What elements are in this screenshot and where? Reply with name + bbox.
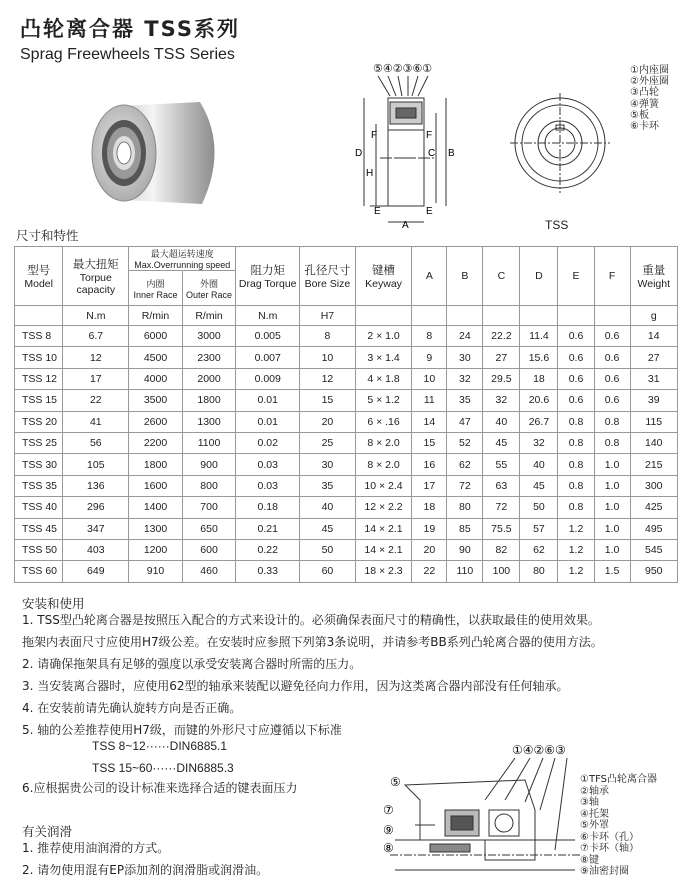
value-cell: 32 <box>520 432 558 453</box>
value-cell: 20 <box>300 411 356 432</box>
header-A: A <box>412 247 447 306</box>
value-cell: 27 <box>630 347 677 368</box>
value-cell: 1400 <box>129 497 183 518</box>
value-cell: 1800 <box>182 390 236 411</box>
value-cell: 140 <box>630 432 677 453</box>
value-cell: 3500 <box>129 390 183 411</box>
value-cell: 90 <box>447 539 483 560</box>
value-cell: 403 <box>63 539 129 560</box>
value-cell: 29.5 <box>483 368 520 389</box>
value-cell: 52 <box>447 432 483 453</box>
value-cell: 0.007 <box>236 347 300 368</box>
value-cell: 45 <box>520 475 558 496</box>
value-cell: 2 × 1.0 <box>355 326 412 347</box>
model-cell: TSS 45 <box>15 518 63 539</box>
value-cell: 26.7 <box>520 411 558 432</box>
value-cell: 75.5 <box>483 518 520 539</box>
value-cell: 649 <box>63 561 129 582</box>
assembly-legend-item: ⑦卡环（轴） <box>580 843 639 854</box>
value-cell: 10 <box>300 347 356 368</box>
unit-cell <box>594 306 630 326</box>
assembly-label-7: ⑦ <box>383 803 394 817</box>
value-cell: 11.4 <box>520 326 558 347</box>
assembly-legend-item: ⑨油密封圈 <box>580 866 629 877</box>
page-title-en: Sprag Freewheels TSS Series <box>20 46 235 63</box>
value-cell: 1.2 <box>558 518 594 539</box>
value-cell: 40 <box>300 497 356 518</box>
value-cell: 600 <box>182 539 236 560</box>
units-row <box>15 306 678 326</box>
value-cell: 0.8 <box>594 411 630 432</box>
header-overrun: 最大超运转速度 Max.Overrunning speed <box>129 247 236 271</box>
unit-cell: N.m <box>63 306 129 326</box>
value-cell: 495 <box>630 518 677 539</box>
value-cell: 22.2 <box>483 326 520 347</box>
value-cell: 105 <box>63 454 129 475</box>
value-cell: 110 <box>447 561 483 582</box>
legend-item: ⑥卡环 <box>630 121 659 133</box>
section-drawing <box>350 58 460 230</box>
header-outer: 外圈 Outer Race <box>182 271 236 306</box>
value-cell: 900 <box>182 454 236 475</box>
header-B: B <box>447 247 483 306</box>
lube-line-1: 1. 推荐使用油润滑的方式。 <box>22 841 170 855</box>
table-row <box>15 411 678 432</box>
assembly-legend <box>580 774 657 878</box>
assembly-legend-item: ③轴 <box>580 797 599 808</box>
value-cell: 0.8 <box>558 411 594 432</box>
value-cell: 14 <box>412 411 447 432</box>
assembly-legend-item: ⑤外罩 <box>580 820 609 831</box>
value-cell: 72 <box>483 497 520 518</box>
model-cell: TSS 60 <box>15 561 63 582</box>
value-cell: 115 <box>630 411 677 432</box>
value-cell: 1.0 <box>594 518 630 539</box>
value-cell: 20.6 <box>520 390 558 411</box>
value-cell: 136 <box>63 475 129 496</box>
value-cell: 30 <box>300 454 356 475</box>
install-line-6: 5. 轴的公差推荐使用H7级，而键的外形尺寸应遵循以下标准 <box>22 723 342 737</box>
value-cell: 6 × .16 <box>355 411 412 432</box>
dim-label-A: A <box>402 220 409 231</box>
product-photo <box>80 88 230 216</box>
value-cell: 0.6 <box>558 368 594 389</box>
value-cell: 8 <box>300 326 356 347</box>
table-row <box>15 539 678 560</box>
value-cell: 24 <box>447 326 483 347</box>
value-cell: 12 <box>63 347 129 368</box>
value-cell: 14 × 2.1 <box>355 518 412 539</box>
value-cell: 100 <box>483 561 520 582</box>
header-inner: 内圈 Inner Race <box>129 271 183 306</box>
legend-item: ②外座圈 <box>630 76 669 88</box>
assembly-drawing <box>385 740 585 890</box>
value-cell: 800 <box>182 475 236 496</box>
value-cell: 4500 <box>129 347 183 368</box>
install-line-1: 1. TSS型凸轮离合器是按照压入配合的方式来设计的。必须确保表面尺寸的精确性，以获取最佳的使用效果。 <box>22 613 600 627</box>
value-cell: 39 <box>630 390 677 411</box>
value-cell: 1.0 <box>594 454 630 475</box>
unit-cell <box>355 306 412 326</box>
value-cell: 9 <box>412 347 447 368</box>
assembly-label-5: ⑤ <box>390 775 401 789</box>
value-cell: 22 <box>63 390 129 411</box>
value-cell: 1.0 <box>594 539 630 560</box>
model-cell: TSS 20 <box>15 411 63 432</box>
table-row <box>15 432 678 453</box>
unit-cell <box>520 306 558 326</box>
table-row <box>15 390 678 411</box>
value-cell: 55 <box>483 454 520 475</box>
value-cell: 1.0 <box>594 497 630 518</box>
value-cell: 10 <box>412 368 447 389</box>
value-cell: 41 <box>63 411 129 432</box>
value-cell: 0.6 <box>594 390 630 411</box>
model-cell: TSS 40 <box>15 497 63 518</box>
header-weight: 重量 Weight <box>630 247 677 306</box>
unit-cell <box>558 306 594 326</box>
install-line-5: 4. 在安装前请先确认旋转方向是否正确。 <box>22 701 242 715</box>
value-cell: 40 <box>520 454 558 475</box>
value-cell: 2200 <box>129 432 183 453</box>
value-cell: 1800 <box>129 454 183 475</box>
header-bore: 孔径尺寸 Bore Size <box>300 247 356 306</box>
dim-label-F: F <box>371 130 378 141</box>
assembly-label-8: ⑧ <box>383 841 394 855</box>
value-cell: 80 <box>520 561 558 582</box>
table-row <box>15 326 678 347</box>
value-cell: 50 <box>520 497 558 518</box>
lube-title: 有关润滑 <box>22 824 73 839</box>
table-row <box>15 497 678 518</box>
table-row <box>15 475 678 496</box>
value-cell: 56 <box>63 432 129 453</box>
dim-label-F2: F <box>426 130 433 141</box>
value-cell: 18 <box>412 497 447 518</box>
dim-label-D: D <box>355 148 363 159</box>
value-cell: 17 <box>412 475 447 496</box>
value-cell: 545 <box>630 539 677 560</box>
value-cell: 15 <box>412 432 447 453</box>
value-cell: 30 <box>447 347 483 368</box>
unit-cell: R/min <box>129 306 183 326</box>
unit-cell: R/min <box>182 306 236 326</box>
value-cell: 85 <box>447 518 483 539</box>
value-cell: 15.6 <box>520 347 558 368</box>
install-line-7: 6.应根据贵公司的设计标准来选择合适的键表面压力 <box>22 781 298 795</box>
unit-cell <box>483 306 520 326</box>
value-cell: 18 <box>520 368 558 389</box>
value-cell: 1600 <box>129 475 183 496</box>
value-cell: 0.18 <box>236 497 300 518</box>
value-cell: 62 <box>520 539 558 560</box>
value-cell: 6.7 <box>63 326 129 347</box>
value-cell: 0.21 <box>236 518 300 539</box>
value-cell: 27 <box>483 347 520 368</box>
value-cell: 32 <box>483 390 520 411</box>
value-cell: 12 <box>300 368 356 389</box>
unit-cell <box>447 306 483 326</box>
install-std-2: TSS 15~60······DIN6885.3 <box>92 761 234 775</box>
model-cell: TSS 15 <box>15 390 63 411</box>
table-row <box>15 347 678 368</box>
value-cell: 2000 <box>182 368 236 389</box>
value-cell: 1.5 <box>594 561 630 582</box>
value-cell: 0.01 <box>236 411 300 432</box>
model-cell: TSS 50 <box>15 539 63 560</box>
header-C: C <box>483 247 520 306</box>
value-cell: 0.03 <box>236 475 300 496</box>
value-cell: 63 <box>483 475 520 496</box>
value-cell: 700 <box>182 497 236 518</box>
value-cell: 40 <box>483 411 520 432</box>
value-cell: 215 <box>630 454 677 475</box>
value-cell: 0.8 <box>558 497 594 518</box>
table-section-title: 尺寸和特性 <box>16 228 79 243</box>
model-cell: TSS 30 <box>15 454 63 475</box>
value-cell: 425 <box>630 497 677 518</box>
value-cell: 72 <box>447 475 483 496</box>
value-cell: 62 <box>447 454 483 475</box>
assembly-legend-item: ⑥卡环（孔） <box>580 831 639 843</box>
header-keyway: 键槽 Keyway <box>355 247 412 306</box>
value-cell: 31 <box>630 368 677 389</box>
spec-table <box>14 246 678 583</box>
value-cell: 45 <box>300 518 356 539</box>
dim-label-C: C <box>428 148 436 159</box>
value-cell: 6000 <box>129 326 183 347</box>
dim-label-B: B <box>448 148 455 159</box>
value-cell: 50 <box>300 539 356 560</box>
install-std-1: TSS 8~12······DIN6885.1 <box>92 739 228 753</box>
install-line-4: 3. 当安装离合器时，应使用62型的轴承来装配以避免径向力作用，因为这类离合器内部没有任何轴承。 <box>22 679 569 693</box>
value-cell: 18 × 2.3 <box>355 561 412 582</box>
assembly-callouts: ①④②⑥③ <box>512 743 566 757</box>
value-cell: 5 × 1.2 <box>355 390 412 411</box>
drawing-callouts: ⑤④②③⑥① <box>373 63 433 75</box>
page-title-cn: 凸轮离合器 TSS系列 <box>20 17 240 41</box>
table-row <box>15 518 678 539</box>
unit-cell <box>412 306 447 326</box>
value-cell: 45 <box>483 432 520 453</box>
value-cell: 0.6 <box>594 326 630 347</box>
value-cell: 460 <box>182 561 236 582</box>
value-cell: 8 <box>412 326 447 347</box>
model-cell: TSS 25 <box>15 432 63 453</box>
assembly-legend-item: ⑧键 <box>580 854 599 866</box>
value-cell: 0.8 <box>558 454 594 475</box>
value-cell: 1200 <box>129 539 183 560</box>
assembly-legend-item: ④托架 <box>580 808 609 820</box>
value-cell: 1100 <box>182 432 236 453</box>
table-row <box>15 454 678 475</box>
dim-label-E2: E <box>426 206 433 217</box>
value-cell: 47 <box>447 411 483 432</box>
header-model: 型号 Model <box>15 247 63 306</box>
value-cell: 57 <box>520 518 558 539</box>
header-torque: 最大扭矩 Torpue capacity <box>63 247 129 306</box>
value-cell: 17 <box>63 368 129 389</box>
value-cell: 0.009 <box>236 368 300 389</box>
value-cell: 0.22 <box>236 539 300 560</box>
value-cell: 3000 <box>182 326 236 347</box>
value-cell: 3 × 1.4 <box>355 347 412 368</box>
legend-item: ①内座圈 <box>630 65 669 76</box>
value-cell: 14 <box>630 326 677 347</box>
value-cell: 11 <box>412 390 447 411</box>
header-drag: 阻力矩 Drag Torque <box>236 247 300 306</box>
value-cell: 0.8 <box>594 432 630 453</box>
install-title: 安装和使用 <box>22 596 85 611</box>
value-cell: 8 × 2.0 <box>355 454 412 475</box>
header-D: D <box>520 247 558 306</box>
value-cell: 32 <box>447 368 483 389</box>
value-cell: 0.8 <box>558 475 594 496</box>
value-cell: 60 <box>300 561 356 582</box>
value-cell: 0.6 <box>558 347 594 368</box>
model-cell: TSS 35 <box>15 475 63 496</box>
unit-cell: H7 <box>300 306 356 326</box>
model-cell: TSS 8 <box>15 326 63 347</box>
model-cell: TSS 10 <box>15 347 63 368</box>
dim-label-H: H <box>366 168 374 179</box>
value-cell: 19 <box>412 518 447 539</box>
legend-item: ③凸轮 <box>630 87 659 99</box>
value-cell: 2300 <box>182 347 236 368</box>
unit-cell-empty <box>15 306 63 326</box>
value-cell: 1.2 <box>558 539 594 560</box>
value-cell: 0.02 <box>236 432 300 453</box>
legend-item: ⑤板 <box>630 109 649 121</box>
value-cell: 14 × 2.1 <box>355 539 412 560</box>
value-cell: 4000 <box>129 368 183 389</box>
value-cell: 16 <box>412 454 447 475</box>
value-cell: 2600 <box>129 411 183 432</box>
value-cell: 296 <box>63 497 129 518</box>
value-cell: 10 × 2.4 <box>355 475 412 496</box>
value-cell: 300 <box>630 475 677 496</box>
value-cell: 82 <box>483 539 520 560</box>
parts-legend <box>630 65 669 132</box>
table-row <box>15 368 678 389</box>
value-cell: 1.2 <box>558 561 594 582</box>
value-cell: 1300 <box>129 518 183 539</box>
value-cell: 0.6 <box>558 390 594 411</box>
value-cell: 0.33 <box>236 561 300 582</box>
value-cell: 0.03 <box>236 454 300 475</box>
value-cell: 1300 <box>182 411 236 432</box>
value-cell: 0.6 <box>594 368 630 389</box>
value-cell: 80 <box>447 497 483 518</box>
value-cell: 347 <box>63 518 129 539</box>
value-cell: 1.0 <box>594 475 630 496</box>
legend-item: ④弹簧 <box>630 98 659 110</box>
install-line-2: 拖架内表面尺寸应使用H7级公差。在安装时应参照下列第3条说明，并请参考BB系列凸轮离合器的使用方法。 <box>22 635 603 649</box>
value-cell: 910 <box>129 561 183 582</box>
install-line-3: 2. 请确保拖架具有足够的强度以承受安装离合器时所需的压力。 <box>22 657 362 671</box>
value-cell: 25 <box>300 432 356 453</box>
model-cell: TSS 12 <box>15 368 63 389</box>
value-cell: 35 <box>300 475 356 496</box>
value-cell: 8 × 2.0 <box>355 432 412 453</box>
front-view-drawing <box>510 88 610 198</box>
assembly-legend-item: ②轴承 <box>580 785 609 797</box>
value-cell: 0.005 <box>236 326 300 347</box>
assembly-label-9: ⑨ <box>383 823 394 837</box>
value-cell: 4 × 1.8 <box>355 368 412 389</box>
value-cell: 20 <box>412 539 447 560</box>
value-cell: 22 <box>412 561 447 582</box>
value-cell: 950 <box>630 561 677 582</box>
lube-line-2: 2. 请勿使用混有EP添加剂的润滑脂或润滑油。 <box>22 863 269 877</box>
dim-label-E: E <box>374 206 381 217</box>
table-row <box>15 561 678 582</box>
unit-cell: N.m <box>236 306 300 326</box>
value-cell: 0.8 <box>558 432 594 453</box>
value-cell: 12 × 2.2 <box>355 497 412 518</box>
header-E: E <box>558 247 594 306</box>
header-F: F <box>594 247 630 306</box>
value-cell: 35 <box>447 390 483 411</box>
unit-cell: g <box>630 306 677 326</box>
value-cell: 650 <box>182 518 236 539</box>
drawing-caption: TSS <box>545 218 569 232</box>
value-cell: 15 <box>300 390 356 411</box>
value-cell: 0.6 <box>558 326 594 347</box>
value-cell: 0.6 <box>594 347 630 368</box>
assembly-legend-item: ①TFS凸轮离合器 <box>580 774 657 785</box>
value-cell: 0.01 <box>236 390 300 411</box>
